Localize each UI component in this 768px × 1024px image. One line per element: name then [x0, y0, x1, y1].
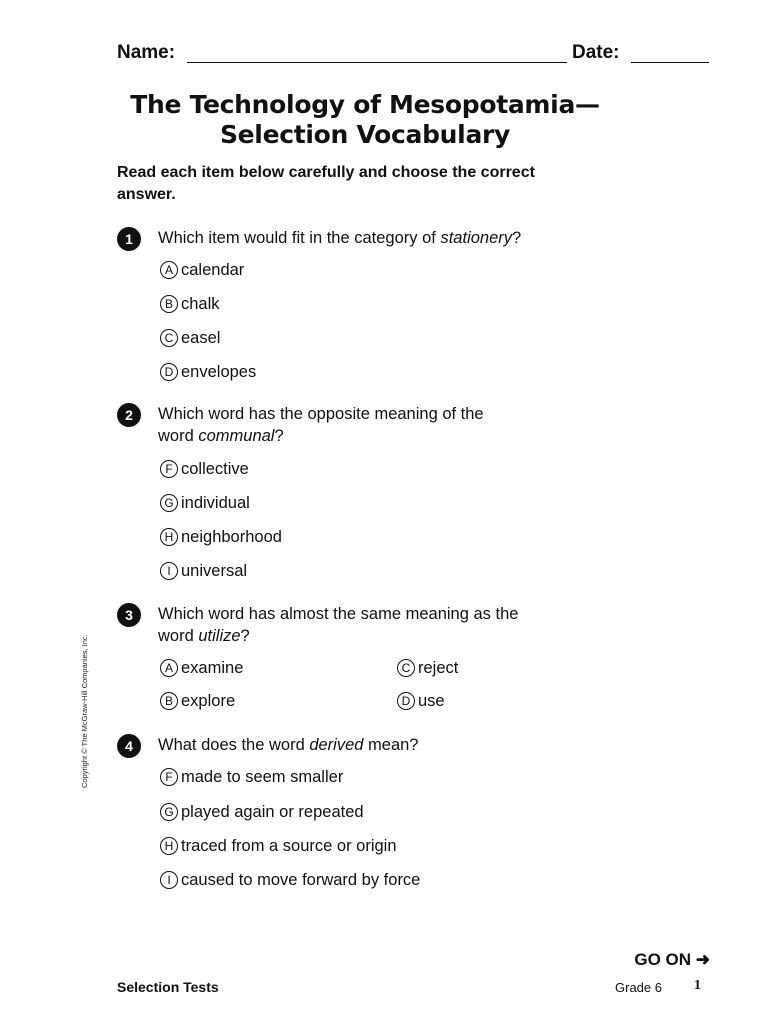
name-field[interactable]: [187, 62, 567, 63]
answer-bubble-icon[interactable]: I: [160, 562, 178, 580]
page-title: [100, 90, 630, 150]
q3-option-b[interactable]: [160, 691, 235, 711]
option-label: individual: [181, 494, 250, 512]
option-label: reject: [418, 659, 459, 677]
answer-bubble-icon[interactable]: H: [160, 837, 178, 855]
answer-bubble-icon[interactable]: A: [160, 261, 178, 279]
question-2-text-after: ?: [274, 427, 284, 445]
q4-option-f[interactable]: [160, 767, 343, 787]
q1-option-d[interactable]: [160, 362, 256, 382]
q3-option-c[interactable]: [397, 658, 458, 678]
footer-grade: Grade 6: [615, 980, 662, 995]
answer-bubble-icon[interactable]: B: [160, 295, 178, 313]
question-4-text: [158, 734, 558, 756]
question-4-keyword: derived: [309, 736, 364, 754]
answer-bubble-icon[interactable]: D: [397, 692, 415, 710]
question-2-keyword: communal: [198, 427, 275, 445]
question-1-text: [158, 227, 558, 249]
question-4-text-after: mean?: [363, 736, 419, 754]
name-label: Name:: [117, 42, 176, 63]
date-field[interactable]: [631, 62, 709, 63]
q2-option-i[interactable]: [160, 561, 247, 581]
q4-option-g[interactable]: [160, 802, 364, 822]
option-label: chalk: [181, 295, 220, 313]
option-label: calendar: [181, 261, 245, 279]
option-label: neighborhood: [181, 528, 282, 546]
q3-option-a[interactable]: [160, 658, 243, 678]
q2-option-h[interactable]: [160, 527, 282, 547]
answer-bubble-icon[interactable]: D: [160, 363, 178, 381]
instructions: Read each item below carefully and choose the correct answer.: [117, 164, 535, 203]
question-1-text-before: Which item would fit in the category of: [158, 229, 441, 247]
option-label: explore: [181, 692, 236, 710]
q1-option-a[interactable]: [160, 260, 244, 280]
go-on-indicator: GO ON ➜: [634, 950, 710, 969]
q4-option-i[interactable]: [160, 870, 420, 890]
answer-bubble-icon[interactable]: A: [160, 659, 178, 677]
question-3-text: [158, 603, 553, 647]
answer-bubble-icon[interactable]: H: [160, 528, 178, 546]
answer-bubble-icon[interactable]: F: [160, 460, 178, 478]
option-label: envelopes: [181, 363, 257, 381]
q4-option-h[interactable]: [160, 836, 397, 856]
q2-option-g[interactable]: [160, 493, 250, 513]
q3-option-d[interactable]: [397, 691, 445, 711]
page-number: 1: [694, 978, 701, 993]
title-line-2: Selection Vocabulary: [219, 120, 511, 149]
question-2-text: [158, 403, 518, 447]
q2-option-f[interactable]: [160, 459, 249, 479]
answer-bubble-icon[interactable]: I: [160, 871, 178, 889]
answer-bubble-icon[interactable]: G: [160, 494, 178, 512]
footer-section-title: Selection Tests: [117, 979, 219, 995]
option-label: caused to move forward by force: [181, 871, 421, 889]
question-3-text-after: ?: [240, 627, 250, 645]
copyright-notice: Copyright © The McGraw-Hill Companies, Inc.: [80, 634, 89, 788]
answer-bubble-icon[interactable]: F: [160, 768, 178, 786]
option-label: collective: [181, 460, 249, 478]
question-1-text-after: ?: [512, 229, 522, 247]
question-number-2: 2: [117, 403, 141, 427]
answer-bubble-icon[interactable]: B: [160, 692, 178, 710]
question-number-4: 4: [117, 734, 141, 758]
question-1-keyword: stationery: [440, 229, 513, 247]
question-3-text-before: Which word has almost the same meaning as the word: [158, 605, 519, 645]
q1-option-c[interactable]: [160, 328, 220, 348]
option-label: easel: [181, 329, 221, 347]
title-line-1: The Technology of Mesopotamia—: [130, 90, 600, 119]
option-label: traced from a source or origin: [181, 837, 397, 855]
option-label: universal: [181, 562, 248, 580]
answer-bubble-icon[interactable]: C: [160, 329, 178, 347]
option-label: played again or repeated: [181, 803, 364, 821]
question-number-1: 1: [117, 227, 141, 251]
option-label: use: [418, 692, 445, 710]
q1-option-b[interactable]: [160, 294, 220, 314]
answer-bubble-icon[interactable]: C: [397, 659, 415, 677]
option-label: examine: [181, 659, 244, 677]
option-label: made to seem smaller: [181, 768, 344, 786]
answer-bubble-icon[interactable]: G: [160, 803, 178, 821]
question-2-text-before: Which word has the opposite meaning of the word: [158, 405, 484, 445]
question-4-text-before: What does the word: [158, 736, 310, 754]
question-number-3: 3: [117, 603, 141, 627]
question-3-keyword: utilize: [198, 627, 241, 645]
date-label: Date:: [572, 42, 620, 63]
